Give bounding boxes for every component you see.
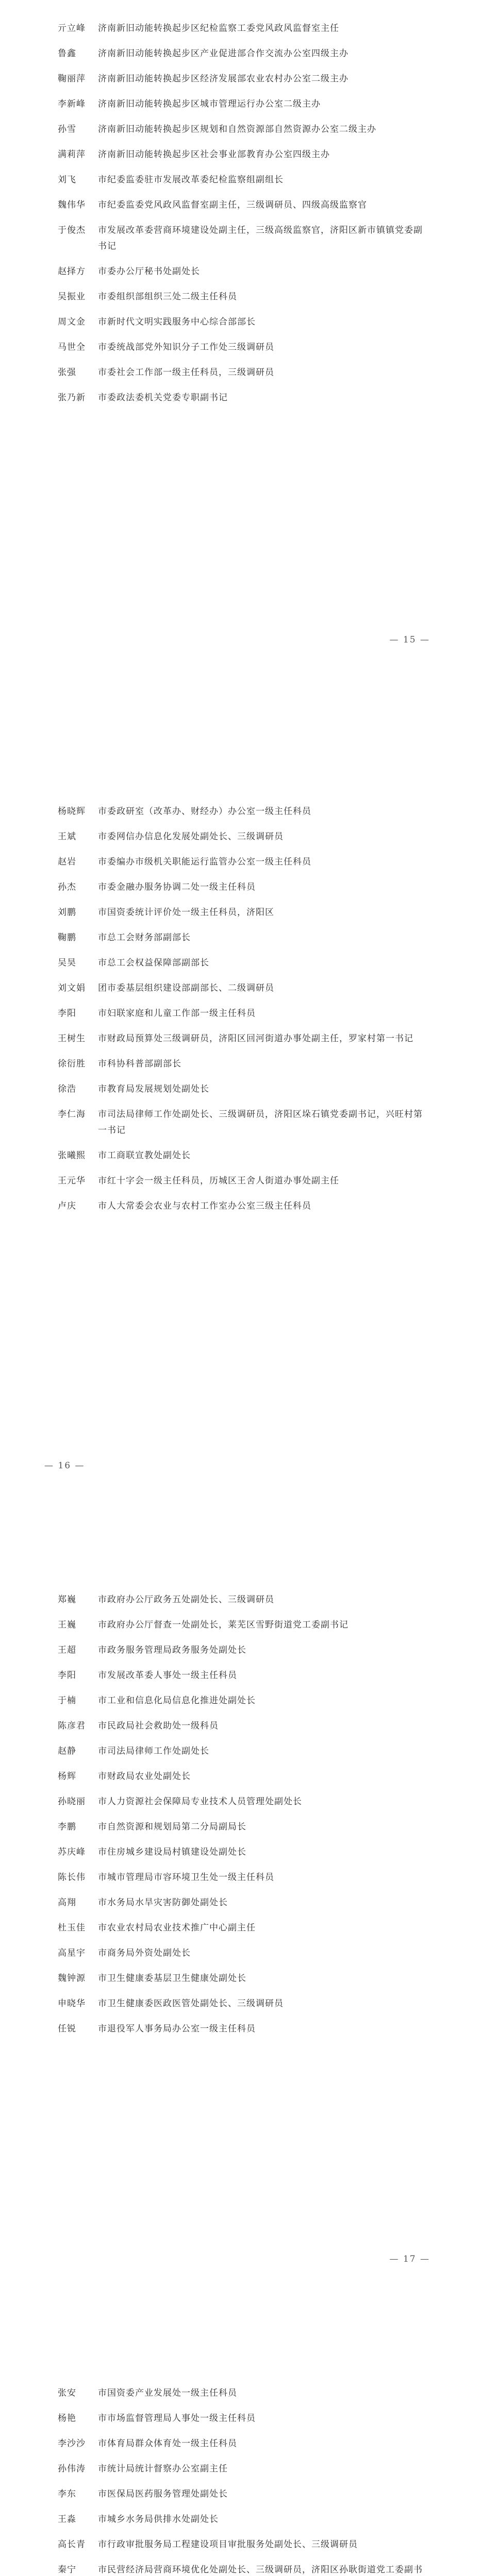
person-name: 王元华 bbox=[58, 1176, 86, 1186]
list-item bbox=[58, 2486, 498, 2502]
person-name: 亓立峰 bbox=[58, 23, 86, 33]
person-position: 市总工会财务部副部长 bbox=[98, 933, 191, 943]
document-page-18 bbox=[0, 2385, 498, 2576]
list-item bbox=[58, 1895, 498, 1911]
list-item bbox=[58, 1056, 498, 1072]
person-name: 满莉萍 bbox=[58, 149, 86, 160]
list-item bbox=[58, 2385, 498, 2401]
person-name: 任锐 bbox=[58, 2024, 76, 2034]
person-position: 市发展改革委营商环境建设处副主任，三级高级监察官，济阳区新市镇镇党委副书记 bbox=[98, 225, 423, 251]
entry-list bbox=[0, 2385, 498, 2576]
list-item bbox=[58, 804, 498, 820]
list-item bbox=[58, 1769, 498, 1785]
person-position: 市发展改革委人事处一级主任科员 bbox=[98, 1670, 237, 1681]
person-position: 市委统战部党外知识分子工作处三级调研员 bbox=[98, 342, 274, 352]
person-name: 孙晓丽 bbox=[58, 1797, 86, 1807]
list-item bbox=[58, 1718, 498, 1734]
person-position: 济南新旧动能转换起步区社会事业部教育办公室四级主办 bbox=[98, 149, 330, 160]
entry-list bbox=[0, 1592, 498, 2037]
person-name: 李沙沙 bbox=[58, 2438, 86, 2449]
person-name: 李鹏 bbox=[58, 1822, 76, 1832]
list-item bbox=[58, 223, 498, 255]
list-item bbox=[58, 21, 498, 37]
person-name: 高星宇 bbox=[58, 1948, 86, 1958]
person-position: 市行政审批服务局工程建设项目审批服务处副处长、三级调研员 bbox=[98, 2539, 358, 2550]
person-name: 李东 bbox=[58, 2489, 76, 2499]
person-position: 济南新旧动能转换起步区产业促进部合作交流办公室四级主办 bbox=[98, 48, 348, 59]
list-item bbox=[58, 197, 498, 213]
person-name: 魏钟源 bbox=[58, 1973, 86, 1984]
person-position: 市人力资源社会保障局专业技术人员管理处副处长 bbox=[98, 1797, 302, 1807]
list-item bbox=[58, 314, 498, 330]
person-position: 市委政法委机关党委专职副书记 bbox=[98, 393, 228, 403]
list-item bbox=[58, 264, 498, 280]
person-name: 高长青 bbox=[58, 2539, 86, 2550]
person-name: 赵择方 bbox=[58, 266, 86, 277]
list-item bbox=[58, 1996, 498, 2012]
entry-list bbox=[0, 21, 498, 406]
person-position: 市委社会工作部一级主任科员，三级调研员 bbox=[98, 367, 274, 378]
person-name: 王巍 bbox=[58, 1620, 76, 1630]
person-position: 市纪委监委党风政风监督室副主任，三级调研员、四级高级监察官 bbox=[98, 200, 367, 210]
person-position: 市民营经济局营商环境优化处副处长、三级调研员，济阳区孙耿街道党工委副书 bbox=[98, 2565, 423, 2575]
person-position: 市城乡水务局供排水处副处长 bbox=[98, 2514, 219, 2524]
list-item bbox=[58, 71, 498, 87]
list-item bbox=[58, 1148, 498, 1164]
person-name: 周文金 bbox=[58, 317, 86, 327]
person-position: 团市委基层组织建设部副部长、二级调研员 bbox=[98, 983, 274, 993]
list-item bbox=[58, 854, 498, 870]
person-name: 鞠丽萍 bbox=[58, 74, 86, 84]
person-position: 市政府办公厅政务五处副处长、三级调研员 bbox=[98, 1595, 274, 1605]
list-item bbox=[58, 2537, 498, 2553]
person-name: 张乃新 bbox=[58, 393, 86, 403]
person-name: 王超 bbox=[58, 1645, 76, 1655]
person-position: 市红十字会一级主任科员，历城区王舍人街道办事处副主任 bbox=[98, 1176, 339, 1186]
list-item bbox=[58, 1693, 498, 1709]
list-item bbox=[58, 1031, 498, 1047]
person-position: 市医保局医药服务管理处副处长 bbox=[98, 2489, 228, 2499]
person-name: 于俊杰 bbox=[58, 225, 86, 235]
list-item bbox=[58, 2461, 498, 2477]
list-item bbox=[58, 2021, 498, 2037]
list-item bbox=[58, 1642, 498, 1658]
person-position: 济南新旧动能转换起步区纪检监察工委党风政风监督室主任 bbox=[98, 23, 339, 33]
entry-list bbox=[0, 804, 498, 1214]
person-name: 卢庆 bbox=[58, 1201, 76, 1211]
person-name: 李仁海 bbox=[58, 1109, 86, 1120]
person-position: 市总工会权益保障部副部长 bbox=[98, 958, 209, 968]
list-item bbox=[58, 96, 498, 112]
person-position: 济南新旧动能转换起步区规划和自然资源部自然资源办公室二级主办 bbox=[98, 124, 376, 134]
person-name: 杨艳 bbox=[58, 2413, 76, 2424]
list-item bbox=[58, 2436, 498, 2452]
person-position: 市统计局统计督察办公室副主任 bbox=[98, 2464, 228, 2474]
list-item bbox=[58, 1173, 498, 1189]
person-position: 市委网信办信息化发展处副处长、三级调研员 bbox=[98, 832, 284, 842]
list-item bbox=[58, 147, 498, 163]
person-name: 李阳 bbox=[58, 1670, 76, 1681]
person-name: 吴昊 bbox=[58, 958, 76, 968]
person-name: 孙伟涛 bbox=[58, 2464, 86, 2474]
list-item bbox=[58, 2411, 498, 2427]
person-name: 申晓华 bbox=[58, 1998, 86, 2009]
list-item bbox=[58, 1107, 498, 1139]
person-position: 市政府办公厅督查一处副处长，莱芜区雪野街道党工委副书记 bbox=[98, 1620, 348, 1630]
list-item bbox=[58, 980, 498, 996]
person-position: 市教育局发展规划处副处长 bbox=[98, 1084, 209, 1094]
list-item bbox=[58, 1006, 498, 1022]
person-position: 市司法局律师工作处副处长 bbox=[98, 1746, 209, 1756]
list-item bbox=[58, 1081, 498, 1097]
list-item bbox=[58, 289, 498, 305]
person-name: 孙雪 bbox=[58, 124, 76, 134]
document-page-16 bbox=[0, 804, 498, 1224]
person-position: 市工商联宣教处副处长 bbox=[98, 1150, 191, 1161]
person-position: 市司法局律师工作处副处长、三级调研员，济阳区垛石镇党委副书记，兴旺村第一书记 bbox=[98, 1109, 423, 1136]
list-item bbox=[58, 905, 498, 921]
page-number: — 15 — bbox=[389, 635, 430, 645]
list-item bbox=[58, 1743, 498, 1759]
list-item bbox=[58, 2562, 498, 2576]
person-position: 市财政局农业处副处长 bbox=[98, 1771, 191, 1782]
person-name: 王淼 bbox=[58, 2514, 76, 2524]
list-item bbox=[58, 1198, 498, 1214]
person-name: 吴振业 bbox=[58, 292, 86, 302]
person-name: 魏伟华 bbox=[58, 200, 86, 210]
person-position: 济南新旧动能转换起步区经济发展部农业农村办公室二级主办 bbox=[98, 74, 348, 84]
person-name: 王树生 bbox=[58, 1033, 86, 1044]
person-position: 市财政局预算处三级调研员，济阳区回河街道办事处副主任，罗家村第一书记 bbox=[98, 1033, 413, 1044]
list-item bbox=[58, 1844, 498, 1860]
list-item bbox=[58, 1819, 498, 1835]
person-position: 市民政局社会救助处一级科员 bbox=[98, 1721, 219, 1731]
person-name: 孙杰 bbox=[58, 882, 76, 892]
list-item bbox=[58, 955, 498, 971]
person-position: 市科协科普部副部长 bbox=[98, 1059, 181, 1069]
list-item bbox=[58, 46, 498, 62]
list-item bbox=[58, 1920, 498, 1936]
person-position: 市国资委统计评价处一级主任科员，济阳区 bbox=[98, 907, 274, 918]
person-name: 陈彦君 bbox=[58, 1721, 86, 1731]
person-position: 市自然资源和规划局第二分局副局长 bbox=[98, 1822, 246, 1832]
person-position: 市商务局外资处副处长 bbox=[98, 1948, 191, 1958]
person-position: 市国资委产业发展处一级主任科员 bbox=[98, 2388, 237, 2398]
list-item bbox=[58, 1794, 498, 1810]
person-position: 市卫生健康委基层卫生健康处副处长 bbox=[98, 1973, 246, 1984]
person-name: 高翔 bbox=[58, 1897, 76, 1908]
list-item bbox=[58, 879, 498, 895]
person-name: 陈长伟 bbox=[58, 1872, 86, 1883]
person-position: 市体育局群众体育处一级主任科员 bbox=[98, 2438, 237, 2449]
person-position: 市妇联家庭和儿童工作部一级主任科员 bbox=[98, 1008, 256, 1019]
list-item bbox=[58, 340, 498, 355]
person-position: 济南新旧动能转换起步区城市管理运行办公室二级主办 bbox=[98, 99, 321, 109]
person-name: 于楠 bbox=[58, 1696, 76, 1706]
person-position: 市工业和信息化局信息化推进处副处长 bbox=[98, 1696, 256, 1706]
person-position: 市纪委监委驻市发展改革委纪检监察组副组长 bbox=[98, 175, 284, 185]
person-name: 赵静 bbox=[58, 1746, 76, 1756]
person-position: 市农业农村局农业技术推广中心副主任 bbox=[98, 1923, 256, 1933]
person-name: 鞠鹏 bbox=[58, 933, 76, 943]
person-position: 市委编办市级机关职能运行监管办公室一级主任科员 bbox=[98, 857, 311, 867]
person-name: 徐衍胜 bbox=[58, 1059, 86, 1069]
list-item bbox=[58, 365, 498, 381]
list-item bbox=[58, 2512, 498, 2528]
person-name: 李阳 bbox=[58, 1008, 76, 1019]
list-item bbox=[58, 930, 498, 946]
list-item bbox=[58, 122, 498, 138]
person-position: 市委政研室（改革办、财经办）办公室一级主任科员 bbox=[98, 806, 311, 817]
person-position: 市委组织部组织三处二级主任科员 bbox=[98, 292, 237, 302]
page-number: — 17 — bbox=[389, 2254, 430, 2264]
person-position: 市政务服务管理局政务服务处副处长 bbox=[98, 1645, 246, 1655]
list-item bbox=[58, 390, 498, 406]
list-item bbox=[58, 1870, 498, 1886]
person-name: 张强 bbox=[58, 367, 76, 378]
list-item bbox=[58, 1945, 498, 1961]
person-name: 赵岩 bbox=[58, 857, 76, 867]
person-name: 苏庆峰 bbox=[58, 1847, 86, 1857]
person-position: 市卫生健康委医政医管处副处长、三级调研员 bbox=[98, 1998, 284, 2009]
person-position: 市城市管理局市容环境卫生处一级主任科员 bbox=[98, 1872, 274, 1883]
person-name: 鲁鑫 bbox=[58, 48, 76, 59]
person-position: 市委办公厅秘书处副处长 bbox=[98, 266, 200, 277]
person-name: 马世全 bbox=[58, 342, 86, 352]
person-name: 杨晓辉 bbox=[58, 806, 86, 817]
list-item bbox=[58, 172, 498, 188]
person-name: 徐浩 bbox=[58, 1084, 76, 1094]
person-name: 郑巍 bbox=[58, 1595, 76, 1605]
page-number: — 16 — bbox=[44, 1461, 85, 1471]
person-position: 市市场监督管理局人事处一级主任科员 bbox=[98, 2413, 256, 2424]
person-name: 刘鹏 bbox=[58, 907, 76, 918]
person-name: 张曦熙 bbox=[58, 1150, 86, 1161]
person-name: 刘文娟 bbox=[58, 983, 86, 993]
person-name: 杜玉佳 bbox=[58, 1923, 86, 1933]
person-position: 市新时代文明实践服务中心综合部部长 bbox=[98, 317, 256, 327]
list-item bbox=[58, 1971, 498, 1987]
person-name: 秦宁 bbox=[58, 2565, 76, 2575]
list-item bbox=[58, 829, 498, 845]
document-page-15 bbox=[0, 21, 498, 415]
document-page-17 bbox=[0, 1592, 498, 2046]
person-name: 张安 bbox=[58, 2388, 76, 2398]
person-name: 刘飞 bbox=[58, 175, 76, 185]
person-name: 李新峰 bbox=[58, 99, 86, 109]
person-name: 杨辉 bbox=[58, 1771, 76, 1782]
person-name: 王斌 bbox=[58, 832, 76, 842]
list-item bbox=[58, 1668, 498, 1684]
person-position: 市人大常委会农业与农村工作室办公室三级主任科员 bbox=[98, 1201, 311, 1211]
list-item bbox=[58, 1592, 498, 1608]
person-position: 市委金融办服务协调二处一级主任科员 bbox=[98, 882, 256, 892]
person-position: 市住房城乡建设局村镇建设处副处长 bbox=[98, 1847, 246, 1857]
person-position: 市水务局水旱灾害防御处副处长 bbox=[98, 1897, 228, 1908]
list-item bbox=[58, 1617, 498, 1633]
person-position: 市退役军人事务局办公室一级主任科员 bbox=[98, 2024, 256, 2034]
